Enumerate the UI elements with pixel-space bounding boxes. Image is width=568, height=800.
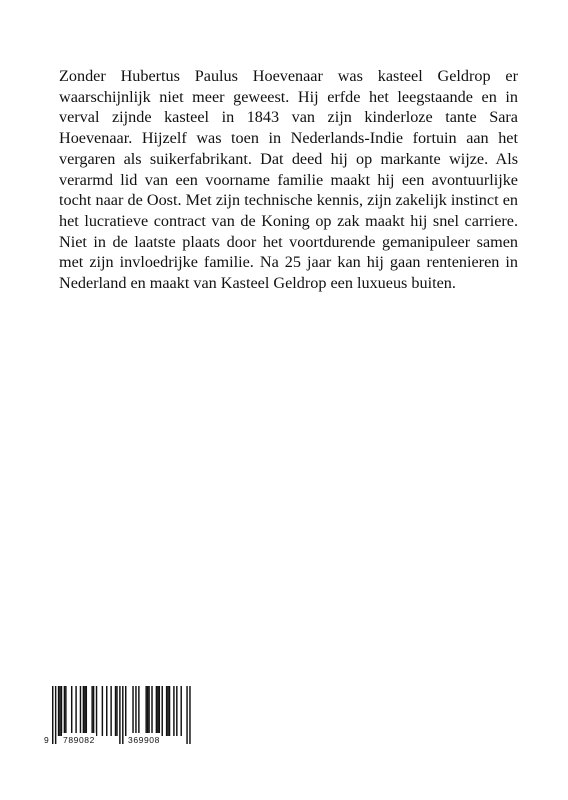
barcode-bar (180, 686, 181, 736)
barcode-digits (43, 733, 193, 747)
barcode-bar (147, 686, 148, 736)
barcode-lead-digit: 9 (44, 735, 49, 745)
barcode-bar (132, 686, 133, 736)
barcode-bar (173, 686, 174, 736)
barcode-bar (159, 686, 160, 736)
isbn-barcode (43, 686, 193, 746)
back-cover-blurb: Zonder Hubertus Paulus Hoevenaar was kasteel Geldrop er waarschijnlijk niet meer geweest. Hij erfde het leegstaande en in verval zijnde kasteel in 1843 van zijn kinderloze tante Sara Hoevenaar. Hijzelf was toen in Nederlands-Indie fortuin aan het vergaren als suikerfabrikant. Dat deed hij op markante wijze. Als verarmd lid van een voorname familie maakt hij een avontuurlijke tocht naar de Oost. Met zijn technische kennis, zijn zakelijk instinct en het lucratieve contract van de Koning op zak maakt hij snel carriere. Niet in de laatste plaats door het voortdurende gemanipuleer samen met zijn invloedrijke familie. Na 25 jaar kan hij gaan rentenieren in Nederland en maakt van Kasteel Geldrop een luxueus buiten. (59, 67, 518, 293)
barcode-bar (166, 686, 167, 736)
barcode-bar (138, 686, 139, 736)
barcode-bar (115, 686, 116, 736)
barcode-bar (148, 686, 149, 736)
barcode-bar (169, 686, 170, 736)
barcode-bar (106, 686, 107, 736)
barcode-bar (110, 686, 111, 736)
barcode-right-digits: 369908 (128, 735, 160, 745)
barcode-bar (162, 686, 163, 736)
barcode-bar (80, 686, 81, 736)
barcode-bar (145, 686, 146, 736)
barcode-bar (83, 686, 84, 736)
barcode-bar (75, 686, 76, 736)
barcode-bar (58, 686, 59, 736)
barcode-bar (91, 686, 92, 736)
barcode-left-digits: 789082 (63, 735, 95, 745)
barcode-bar (96, 686, 97, 736)
barcode-bar (125, 686, 126, 736)
barcode-bar (102, 686, 103, 736)
barcode-bar (157, 686, 158, 736)
barcode-bar (64, 686, 65, 736)
barcode-bar (135, 686, 136, 736)
barcode-bar (93, 686, 94, 736)
barcode-bar (156, 686, 157, 736)
barcode-bar (59, 686, 60, 736)
barcode-bar (65, 686, 66, 736)
barcode-bar (167, 686, 168, 736)
barcode-bar (151, 686, 152, 736)
barcode-bar (84, 686, 85, 736)
barcode-bar (86, 686, 87, 736)
barcode-bar (71, 686, 72, 736)
barcode-bar (176, 686, 177, 736)
barcode-bar (61, 686, 62, 736)
barcode-bar (116, 686, 117, 736)
